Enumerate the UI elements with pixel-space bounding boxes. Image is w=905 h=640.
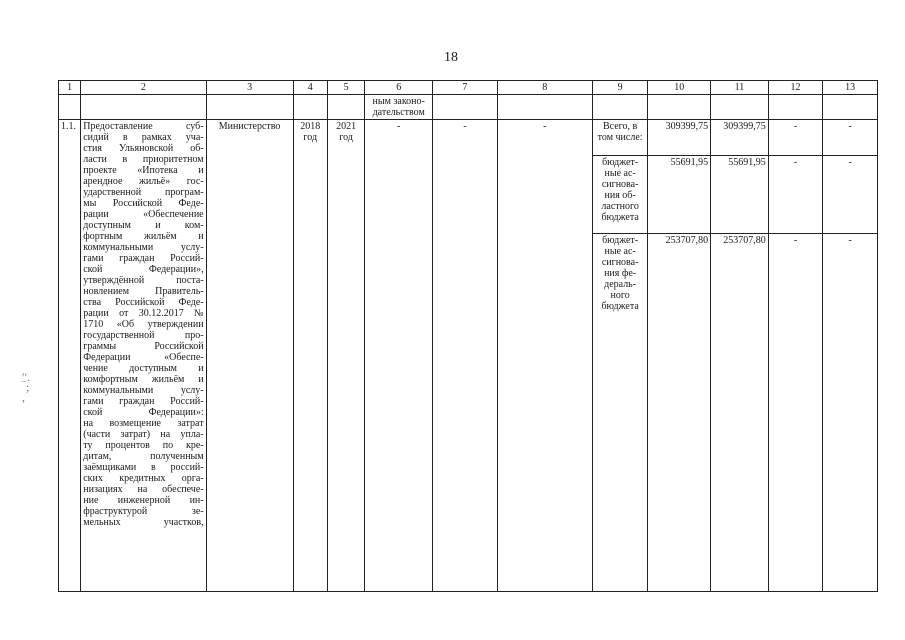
column-number-row: [59, 81, 878, 95]
description-line: утверждённой поста-: [83, 275, 204, 286]
description-line: ства Российской Феде-: [83, 297, 204, 308]
executor: Министерство: [206, 120, 293, 592]
end-year: 2021 год: [327, 120, 364, 592]
col8-value: -: [497, 120, 592, 592]
description-line: доступным и ком-: [83, 220, 204, 231]
description-line: 1710 «Об утверждении: [83, 319, 204, 330]
description-line: новлением Правитель-: [83, 286, 204, 297]
continuation-text: ным законо- дательством: [365, 95, 433, 120]
description-line: граммы Российской: [83, 341, 204, 352]
amount-11: 55691,95: [711, 156, 769, 234]
amount-10: 253707,80: [648, 234, 711, 592]
column-number: 9: [592, 81, 648, 95]
source-label: бюджет- ные ас- сигнова- ния фе- дераль- ного бюджета: [592, 234, 648, 592]
description-line: ние инженерной ин-: [83, 495, 204, 506]
col7-value: -: [433, 120, 498, 592]
start-year: 2018 год: [293, 120, 327, 592]
description-line: рации «Обеспечение: [83, 209, 204, 220]
column-number: 12: [768, 81, 823, 95]
description-line: коммунальными услу-: [83, 385, 204, 396]
column-number: 3: [206, 81, 293, 95]
source-label: Всего, в том числе:: [592, 120, 648, 156]
amount-12: -: [768, 120, 823, 156]
description-line: на возмещение затрат: [83, 418, 204, 429]
description-line: ту процентов по кре-: [83, 440, 204, 451]
description-line: ударственной програм-: [83, 187, 204, 198]
description-line: Федерации «Обеспе-: [83, 352, 204, 363]
source-label: бюджет- ные ас- сигнова- ния об- ластного бюджета: [592, 156, 648, 234]
item-description-lines: [83, 121, 203, 528]
description-line: арендное жильё» гос-: [83, 176, 204, 187]
description-line: ских кредитных орга-: [83, 473, 204, 484]
description-line: мельных участков,: [83, 517, 204, 528]
description-line: чение доступным и: [83, 363, 204, 374]
amount-13: -: [823, 234, 878, 592]
item-description: [81, 120, 206, 592]
description-line: ласти в приоритетном: [83, 154, 204, 165]
column-number: 5: [327, 81, 364, 95]
column-number: 8: [497, 81, 592, 95]
description-line: государственной про-: [83, 330, 204, 341]
amount-12: -: [768, 156, 823, 234]
description-line: фортным жильём и: [83, 231, 204, 242]
description-line: рации от 30.12.2017 №: [83, 308, 204, 319]
description-line: заёмщиками в россий-: [83, 462, 204, 473]
page-number: 18: [444, 50, 458, 65]
description-line: сидий в рамках уча-: [83, 132, 204, 143]
description-line: низациях на обеспече-: [83, 484, 204, 495]
description-line: мы Российской Феде-: [83, 198, 204, 209]
column-number: 7: [433, 81, 498, 95]
column-number: 4: [293, 81, 327, 95]
amount-13: -: [823, 156, 878, 234]
description-line: гами граждан Россий-: [83, 396, 204, 407]
description-line: Предоставление суб-: [83, 121, 204, 132]
description-line: стия Ульяновской об-: [83, 143, 204, 154]
description-line: ской Федерации»,: [83, 264, 204, 275]
description-line: фраструктурой зе-: [83, 506, 204, 517]
column-number: 13: [823, 81, 878, 95]
col6-value: -: [365, 120, 433, 592]
amount-10: 55691,95: [648, 156, 711, 234]
description-line: гами граждан Россий-: [83, 253, 204, 264]
description-line: комфортным жильём и: [83, 374, 204, 385]
column-number: 11: [711, 81, 769, 95]
continuation-row: [59, 95, 878, 120]
description-line: ской Федерации»:: [83, 407, 204, 418]
description-line: (части затрат) на упла-: [83, 429, 204, 440]
item-number: 1.1.: [59, 120, 81, 592]
column-number: 6: [365, 81, 433, 95]
description-line: дитам, полученным: [83, 451, 204, 462]
amount-12: -: [768, 234, 823, 592]
column-number: 10: [648, 81, 711, 95]
amount-11: 253707,80: [711, 234, 769, 592]
item-row-total: [59, 120, 878, 156]
amount-11: 309399,75: [711, 120, 769, 156]
description-line: коммунальными услу-: [83, 242, 204, 253]
column-number: 2: [81, 81, 206, 95]
amount-13: -: [823, 120, 878, 156]
column-number: 1: [59, 81, 81, 95]
margin-scribble: ′′. ‾; ,: [22, 370, 31, 404]
program-table: [58, 80, 878, 592]
description-line: проекте «Ипотека и: [83, 165, 204, 176]
amount-10: 309399,75: [648, 120, 711, 156]
